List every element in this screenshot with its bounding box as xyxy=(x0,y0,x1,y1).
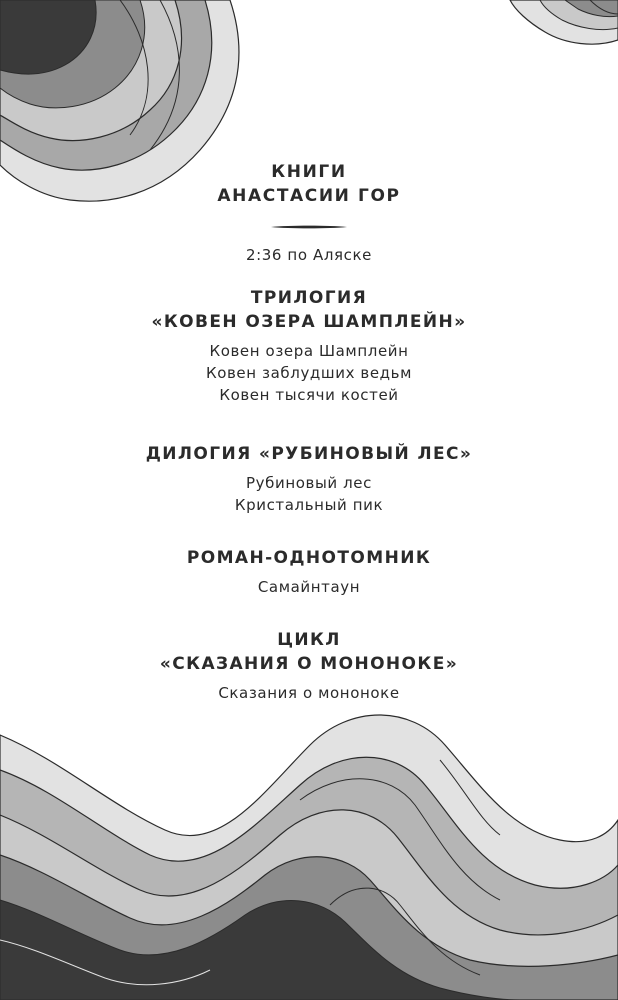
series-heading-line-2: «КОВЕН ОЗЕРА ШАМПЛЕЙН» xyxy=(151,312,467,332)
page-title-line-1: КНИГИ xyxy=(271,162,347,182)
series-book-list xyxy=(0,576,618,598)
series-heading-line-1: РОМАН-ОДНОТОМНИК xyxy=(186,548,432,568)
top-right-wave-shape xyxy=(510,0,618,44)
series-section-dilogy xyxy=(0,442,618,516)
book-title: Ковен тысячи костей xyxy=(219,386,399,404)
book-title: Самайнтаун xyxy=(257,578,361,596)
bottom-wave-shape xyxy=(0,715,618,1000)
series-book-list xyxy=(0,472,618,516)
series-section-trilogy xyxy=(0,286,618,406)
page-title-line-2: АНАСТАСИИ ГОР xyxy=(217,186,401,206)
book-title: Кристальный пик xyxy=(234,496,384,514)
series-book-list xyxy=(0,340,618,406)
book-title: Ковен заблудших ведьм xyxy=(205,364,413,382)
series-heading-line-1: ДИЛОГИЯ «РУБИНОВЫЙ ЛЕС» xyxy=(145,444,473,464)
series-section-cycle xyxy=(0,628,618,704)
book-title: Сказания о мононоке xyxy=(218,684,400,702)
book-title: Ковен озера Шамплейн xyxy=(209,342,409,360)
title-divider-ornament xyxy=(269,222,349,232)
standalone-book-title: 2:36 по Аляске xyxy=(245,246,372,264)
book-title: Рубиновый лес xyxy=(246,474,372,492)
series-heading-line-1: ТРИЛОГИЯ xyxy=(250,288,368,308)
series-heading-line-2: «СКАЗАНИЯ О МОНОНОКЕ» xyxy=(159,654,459,674)
series-heading-line-1: ЦИКЛ xyxy=(277,630,341,650)
series-book-list xyxy=(0,682,618,704)
book-list-page xyxy=(0,160,618,704)
series-section-standalone-novel xyxy=(0,546,618,598)
